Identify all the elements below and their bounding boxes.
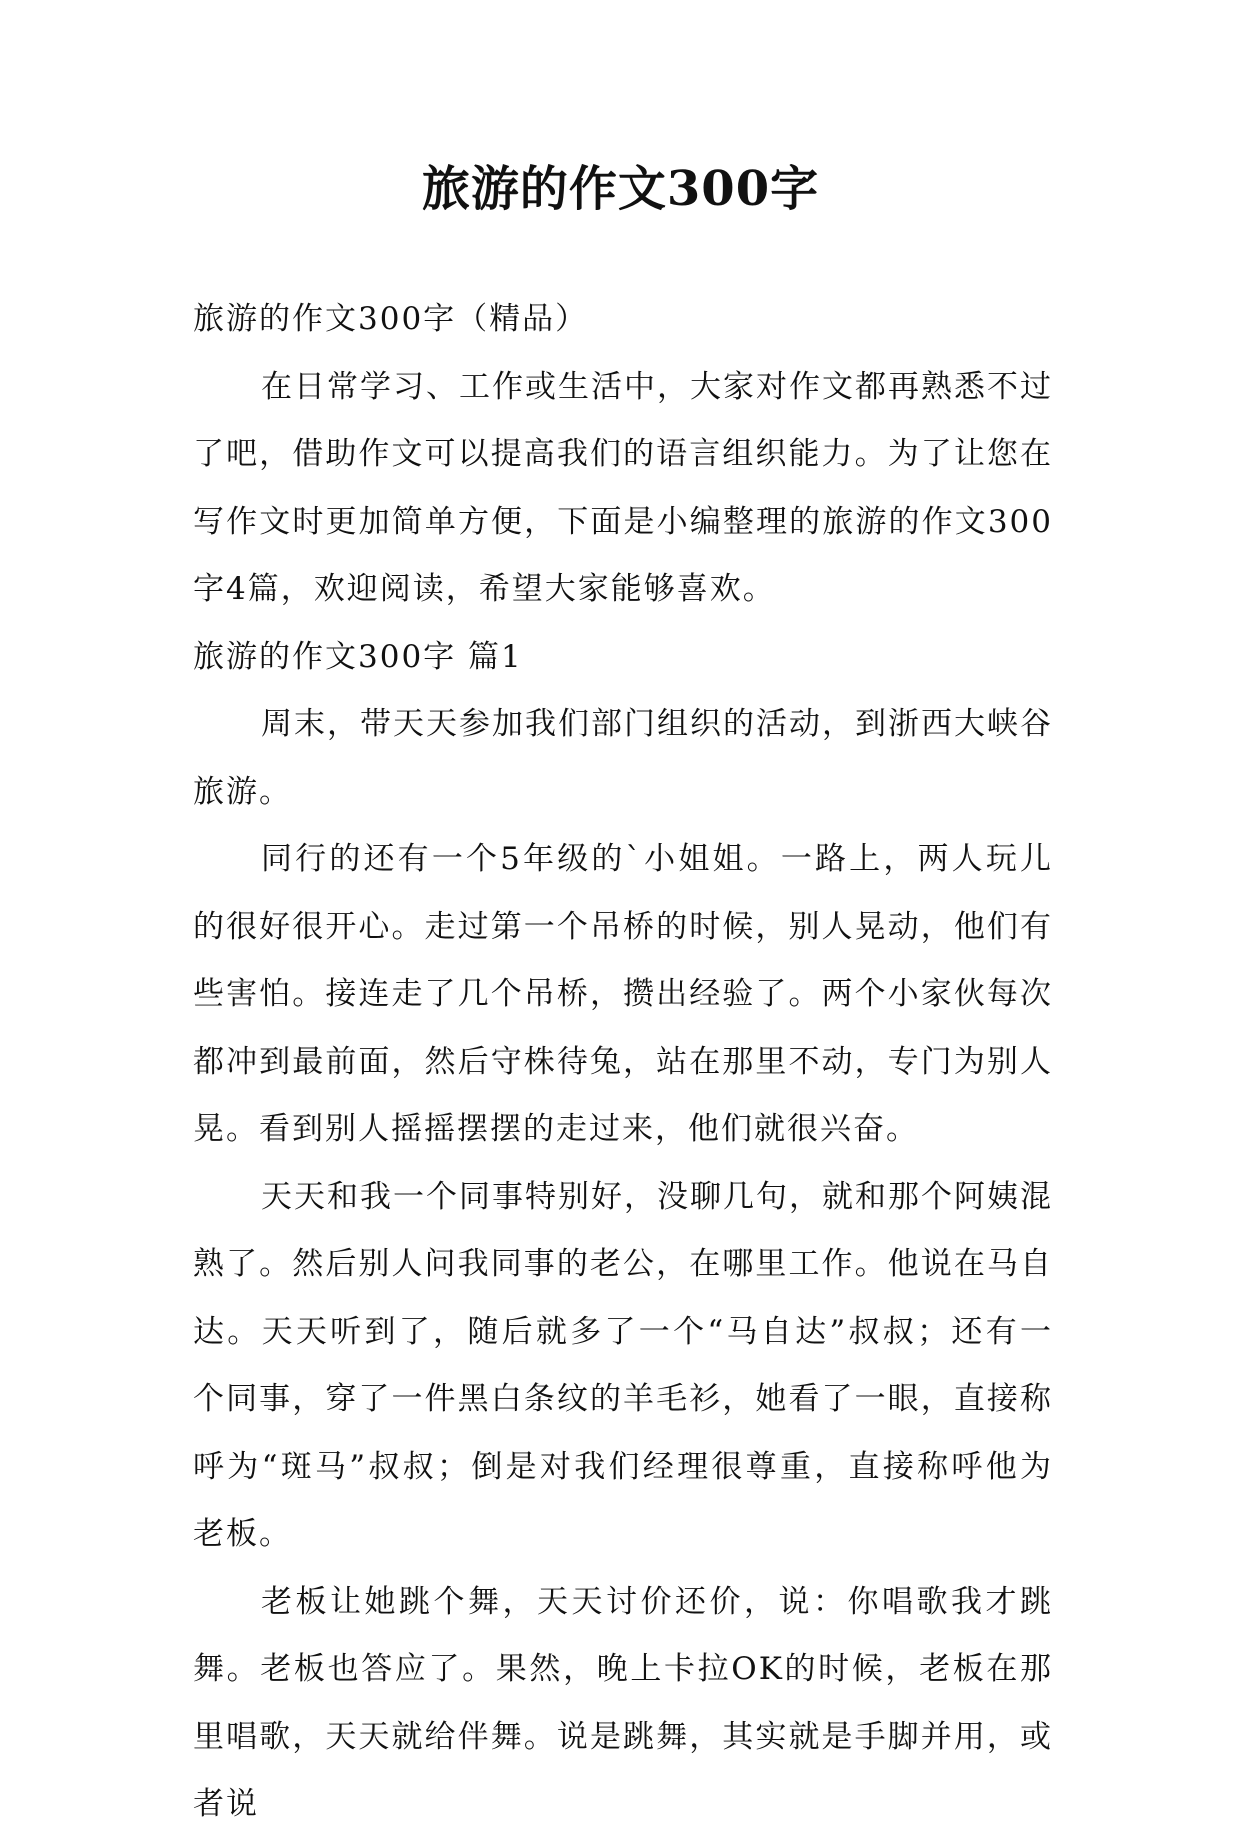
paragraph: 老板让她跳个舞，天天讨价还价，说：你唱歌我才跳舞。老板也答应了。果然，晚上卡拉OK的时候，老板在那里唱歌，天天就给伴舞。说是跳舞，其实就是手脚并用，或者说 bbox=[193, 1583, 1053, 1822]
paragraph: 在日常学习、工作或生活中，大家对作文都再熟悉不过了吧，借助作文可以提高我们的语言组织能力。为了让您在写作文时更加简单方便，下面是小编整理的旅游的作文300字4篇，欢迎阅读，希望大家能够喜欢。 bbox=[193, 368, 1053, 607]
paragraph: 同行的还有一个5年级的`小姐姐。一路上，两人玩儿的很好很开心。走过第一个吊桥的时候，别人晃动，他们有些害怕。接连走了几个吊桥，攒出经验了。两个小家伙每次都冲到最前面，然后守株待兔，站在那里不动，专门为别人晃。看到别人摇摇摆摆的走过来，他们就很兴奋。 bbox=[193, 841, 1053, 1147]
section-heading: 旅游的作文300字（精品） bbox=[193, 301, 589, 337]
section-heading: 旅游的作文300字 篇1 bbox=[193, 638, 523, 675]
paragraph: 周末，带天天参加我们部门组织的活动，到浙西大峡谷旅游。 bbox=[193, 706, 1053, 810]
document-body bbox=[193, 286, 1053, 1839]
document-title: 旅游的作文300字 bbox=[421, 161, 820, 217]
paragraph: 天天和我一个同事特别好，没聊几句，就和那个阿姨混熟了。然后别人问我同事的老公，在哪里工作。他说在马自达。天天听到了，随后就多了一个“马自达”叔叔；还有一个同事，穿了一件黑白条纹的羊毛衫，她看了一眼，直接称呼为“斑马”叔叔；倒是对我们经理很尊重，直接称呼他为老板。 bbox=[193, 1178, 1053, 1552]
